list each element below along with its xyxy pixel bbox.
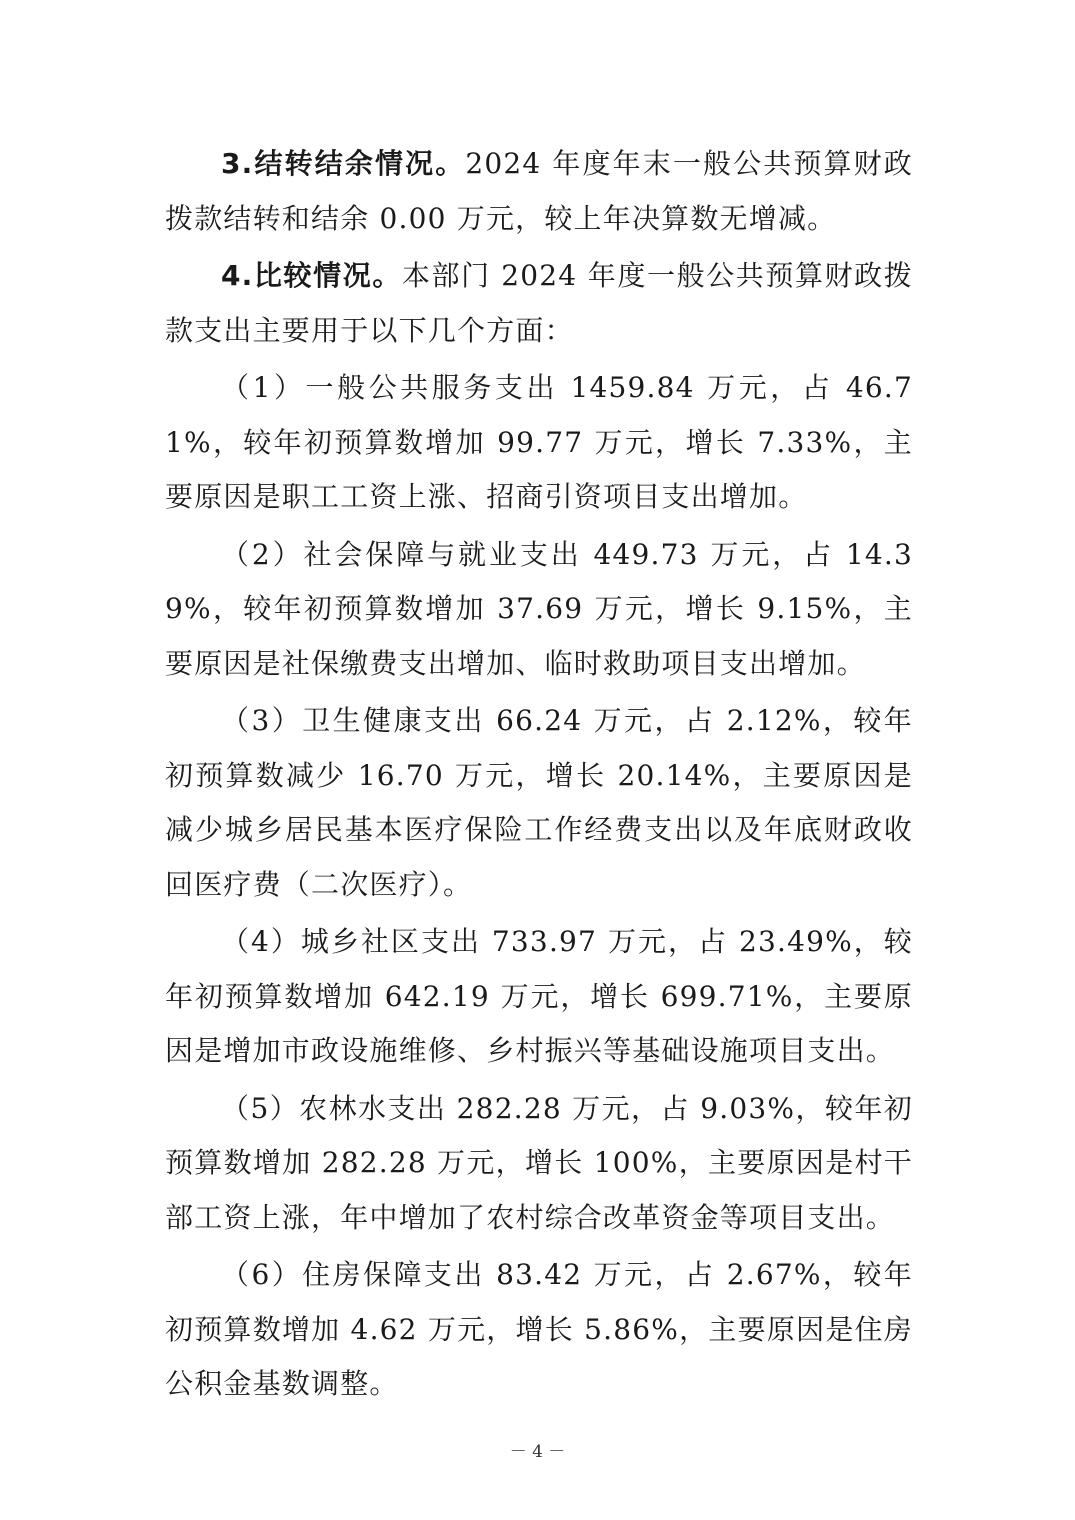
document-body [165, 137, 913, 1415]
paragraph-item-3 [165, 694, 913, 912]
paragraph-text: （2）社会保障与就业支出 449.73 万元，占 14.39%，较年初预算数增加 37.69 万元，增长 9.15%，主要原因是社保缴费支出增加、临时救助项目支出增加。 [165, 537, 913, 680]
paragraph-carryover [165, 137, 913, 246]
paragraph-text: （3）卫生健康支出 66.24 万元，占 2.12%，较年初预算数减少 16.70 万元，增长 20.14%，主要原因是减少城乡居民基本医疗保险工作经费支出以及年底财政收回医疗费（二次医疗）。 [165, 704, 913, 901]
paragraph-item-6 [165, 1248, 913, 1412]
paragraph-item-5 [165, 1082, 913, 1246]
paragraph-text: 本部门 2024 年度一般公共预算财政拨款支出主要用于以下几个方面： [165, 259, 913, 347]
paragraph-heading: 4.比较情况。 [221, 259, 402, 292]
paragraph-text: （5）农林水支出 282.28 万元，占 9.03%，较年初预算数增加 282.28 万元，增长 100%，主要原因是村干部工资上涨，年中增加了农村综合改革资金等项目支出。 [165, 1091, 913, 1234]
paragraph-item-4 [165, 915, 913, 1079]
paragraph-text: （6）住房保障支出 83.42 万元，占 2.67%，较年初预算数增加 4.62 万元，增长 5.86%，主要原因是住房公积金基数调整。 [165, 1258, 913, 1400]
paragraph-text: （4）城乡社区支出 733.97 万元，占 23.49%，较年初预算数增加 642.19 万元，增长 699.71%，主要原因是增加市政设施维修、乡村振兴等基础设施项目支出。 [165, 925, 913, 1067]
paragraph-item-1 [165, 361, 913, 525]
paragraph-text: 2024 年度年末一般公共预算财政拨款结转和结余 0.00 万元，较上年决算数无增减。 [165, 147, 913, 235]
page-number: － 4 － [509, 1442, 566, 1462]
paragraph-heading: 3.结转结余情况。 [221, 147, 466, 180]
paragraph-comparison [165, 249, 913, 358]
paragraph-text: （1）一般公共服务支出 1459.84 万元，占 46.71%，较年初预算数增加 99.77 万元，增长 7.33%，主要原因是职工工资上涨、招商引资项目支出增加。 [165, 371, 913, 513]
paragraph-item-2 [165, 528, 913, 692]
